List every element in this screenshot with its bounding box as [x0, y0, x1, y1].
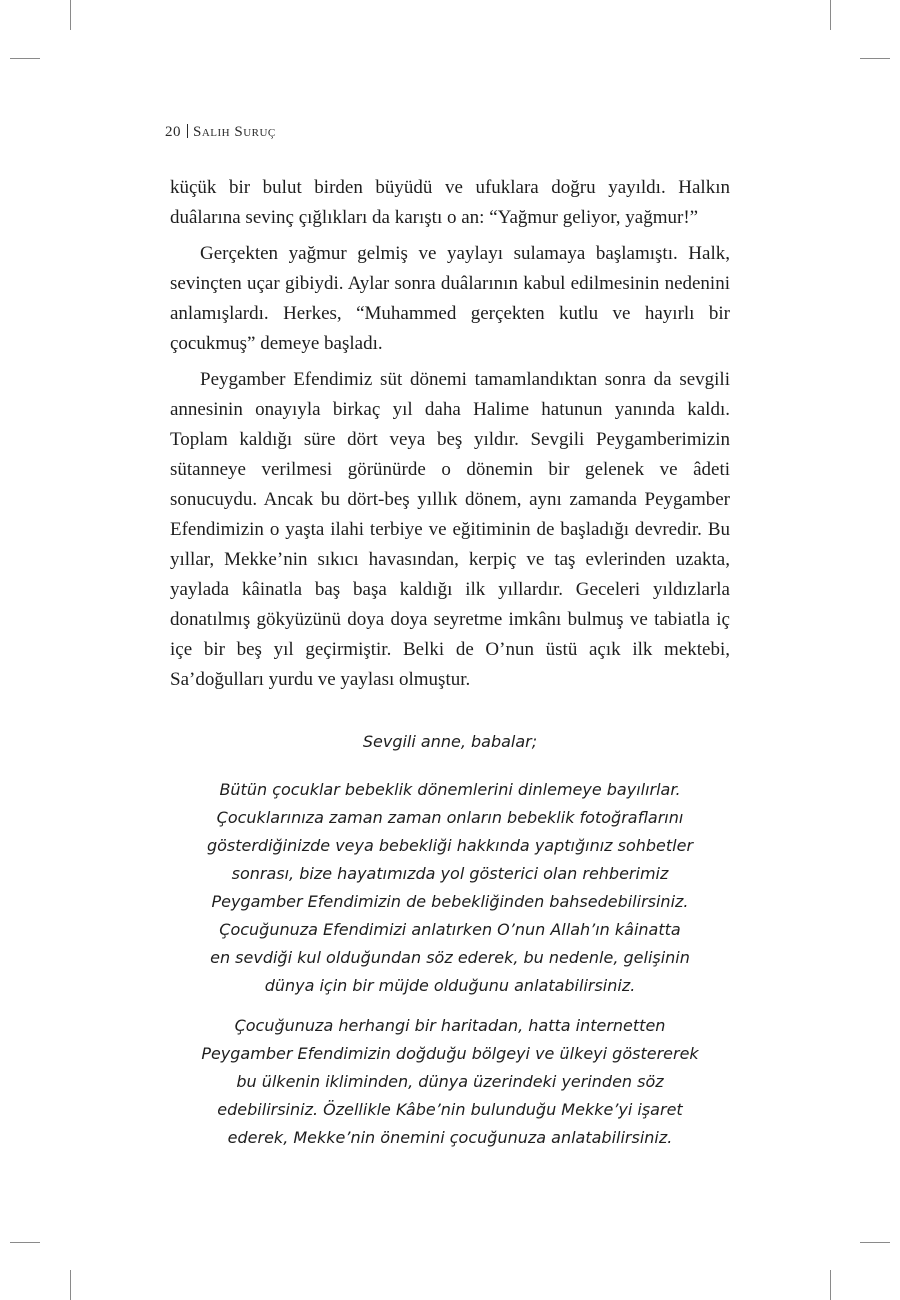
crop-mark-right-upper — [860, 58, 890, 59]
crop-mark-left-upper — [10, 58, 40, 59]
crop-mark-top-right — [830, 0, 831, 30]
note-line: gösterdiğinizde veya bebekliği hakkında yaptığınız sohbetler — [206, 836, 694, 855]
header-separator — [187, 124, 188, 138]
note-line: dünya için bir müjde olduğunu anlatabilirsiniz. — [264, 976, 636, 995]
note-line: Çocuğunuza Efendimizi anlatırken O’nun Allah’ın kâinatta — [219, 920, 681, 939]
parents-note-paragraph — [170, 1012, 730, 1152]
parents-note-greeting: Sevgili anne, babalar; — [362, 732, 538, 751]
note-line: Bütün çocuklar bebeklik dönemlerini dinlemeye bayılırlar. — [219, 780, 681, 799]
author-name: Salih Suruç — [193, 124, 276, 140]
body-paragraph: Peygamber Efendimiz süt dönemi tamamlandıktan sonra da sevgili annesinin onayıyla birkaç yıl daha Halime hatunun yanında kaldı. Toplam kaldığı süre dört veya beş yıldır. Sevgili Peygamberimizin sütanneye verilmesi görünürde o dönemin bir gelenek ve âdeti sonucuydu. Ancak bu dört-beş yıllık dönem, aynı zamanda Peygamber Efendimizin o yaşta ilahi terbiye ve eğitiminin de başladığı devredir. Bu yıllar, Mekke’nin sıkıcı havasından, kerpiç ve taş evlerinden uzakta, yaylada kâinatla baş başa kaldığı ilk yıllardır. Geceleri yıldızlarla donatılmış gökyüzünü doya doya seyretme imkânı bulmuş ve tabiatla iç içe bir beş yıl geçirmiştir. Belki de O’nun üstü açık ilk mektebi, Sa’doğulları yurdu ve yaylası olmuştur. — [170, 369, 730, 690]
note-line: edebilirsiniz. Özellikle Kâbe’nin bulunduğu Mekke’yi işaret — [217, 1100, 683, 1119]
note-line: Çocuğunuza herhangi bir haritadan, hatta internetten — [234, 1016, 666, 1035]
body-paragraph: Gerçekten yağmur gelmiş ve yaylayı sulamaya başlamıştı. Halk, sevinçten uçar gibiydi. Aylar sonra duâlarının kabul edilmesinin nedenini anlamışlardı. Herkes, “Muhammed gerçekten kutlu ve hayırlı bir çocukmuş” demeye başladı. — [170, 243, 730, 354]
parents-note-paragraph — [170, 776, 730, 1000]
crop-mark-top-left — [70, 0, 71, 30]
crop-mark-left-lower — [10, 1242, 40, 1243]
parents-note — [170, 728, 730, 1164]
crop-mark-bottom-right — [830, 1270, 831, 1300]
body-paragraph: küçük bir bulut birden büyüdü ve ufuklara doğru yayıldı. Halkın duâlarına sevinç çığlıkları da karıştı o an: “Yağmur geliyor, yağmur!” — [170, 177, 730, 228]
page-number: 20 — [165, 124, 181, 140]
note-line: bu ülkenin ikliminden, dünya üzerindeki yerinden söz — [236, 1072, 664, 1091]
running-head — [165, 124, 276, 141]
note-line: en sevdiği kul olduğundan söz ederek, bu nedenle, gelişinin — [210, 948, 690, 967]
note-line: ederek, Mekke’nin önemini çocuğunuza anlatabilirsiniz. — [227, 1128, 673, 1147]
note-line: sonrası, bize hayatımızda yol gösterici olan rehberimiz — [231, 864, 669, 883]
note-line: Peygamber Efendimizin doğduğu bölgeyi ve ülkeyi göstererek — [201, 1044, 699, 1063]
crop-mark-bottom-left — [70, 1270, 71, 1300]
crop-mark-right-lower — [860, 1242, 890, 1243]
body-text — [170, 173, 730, 701]
note-line: Çocuklarınıza zaman zaman onların bebeklik fotoğraflarını — [216, 808, 684, 827]
note-line: Peygamber Efendimizin de bebekliğinden bahsedebilirsiniz. — [211, 892, 689, 911]
